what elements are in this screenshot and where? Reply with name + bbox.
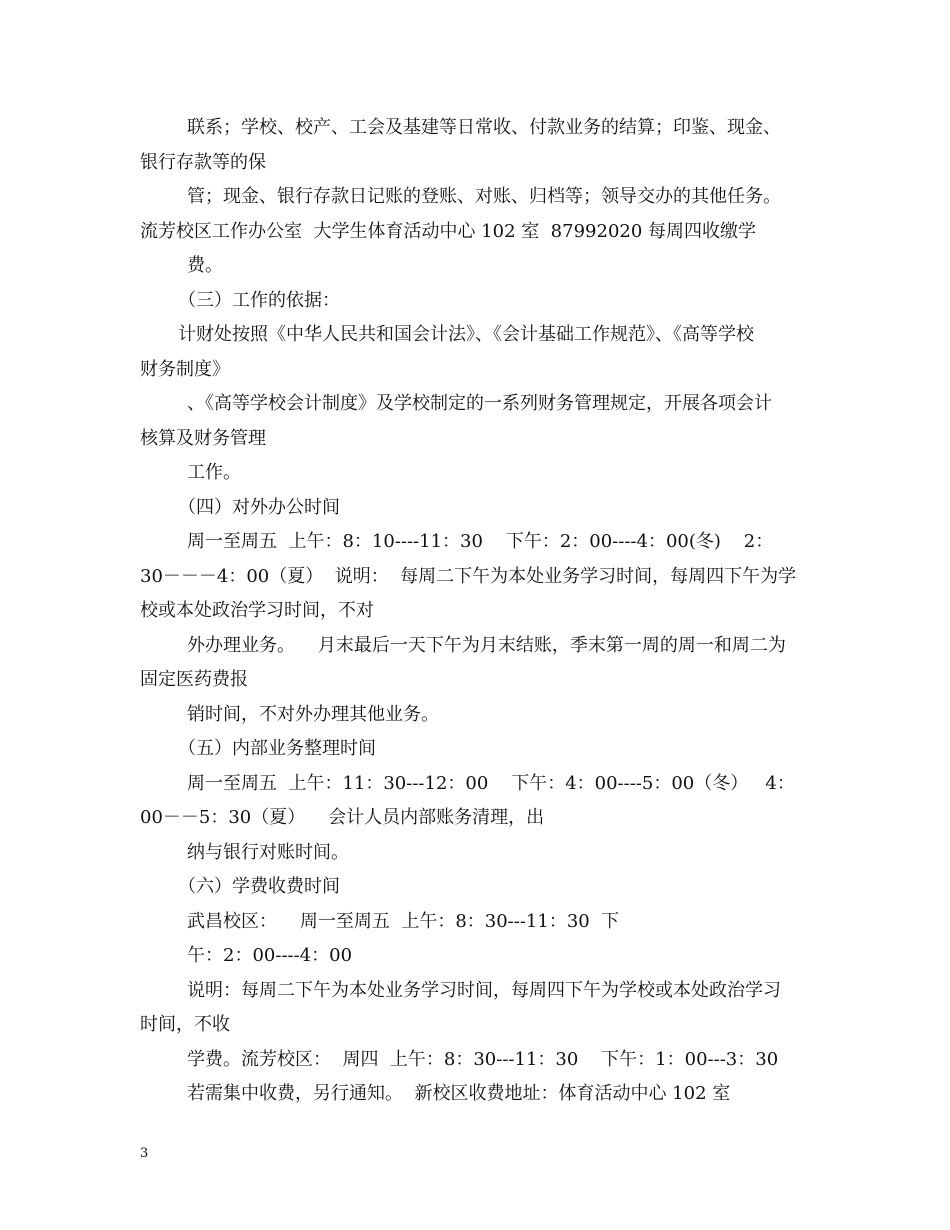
text-line: 财务制度》 [140,358,230,380]
text-line: 学费。流芳校区： 周四 上午：8：30---11：30 下午：1：00---3：30 [187,1048,779,1070]
page-number: 3 [140,1146,149,1161]
text-line: 周一至周五 上午：8：10----11：30 下午：2：00----4：00(冬) 2： [187,531,774,552]
document-body [140,111,812,1112]
text-line: 午：2：00----4：00 [187,945,353,966]
text-line: 、《高等学校会计制度》及学校制定的一系列财务管理规定，开展各项会计 [187,393,772,414]
text-line: 联系；学校、校产、工会及基建等日常收、付款业务的结算；印鉴、现金、 [187,117,781,138]
text-line: 说明：每周二下午为本处业务学习时间，每周四下午为学校或本处政治学习 [187,979,781,1001]
text-line: 武昌校区： 周一至周五 上午：8：30---11：30 下 [187,910,620,932]
text-line: 外办理业务。 月末最后一天下午为月末结账，季末第一周的周一和周二为 [187,634,786,656]
section-heading: （四）对外办公时间 [178,496,340,518]
text-line: 纳与银行对账时间。 [187,841,349,863]
text-line: 00－－5：30（夏） 会计人员内部账务清理，出 [140,807,545,828]
text-line: 计财处按照《中华人民共和国会计法》、《会计基础工作规范》、《高等学校 [178,324,754,345]
text-line: 银行存款等的保 [140,151,266,173]
text-line: 管；现金、银行存款日记账的登账、对账、归档等；领导交办的其他任务。 [187,186,781,207]
text-line: 30－－－4：00（夏） 说明： 每周二下午为本处业务学习时间，每周四下午为学 [140,565,797,587]
text-line: 费。 [187,255,223,276]
section-heading: （三）工作的依据： [178,289,340,311]
text-line: 周一至周五 上午：11：30---12：00 下午：4：00----5：00（冬） 4： [187,772,795,794]
text-line: 工作。 [187,462,241,483]
text-line: 销时间，不对外办理其他业务。 [187,703,439,725]
text-line: 时间，不收 [140,1014,230,1035]
section-heading: （六）学费收费时间 [178,876,340,897]
text-line: 流芳校区工作办公室 大学生体育活动中心 102 室 87992020 每周四收缴学 [140,220,757,242]
text-line: 核算及财务管理 [140,427,266,449]
text-line: 若需集中收费，另行通知。 新校区收费地址：体育活动中心 102 室 [187,1083,731,1104]
text-line: 校或本处政治学习时间，不对 [140,600,374,621]
text-line: 固定医药费报 [140,669,248,690]
section-heading: （五）内部业务整理时间 [178,738,376,759]
